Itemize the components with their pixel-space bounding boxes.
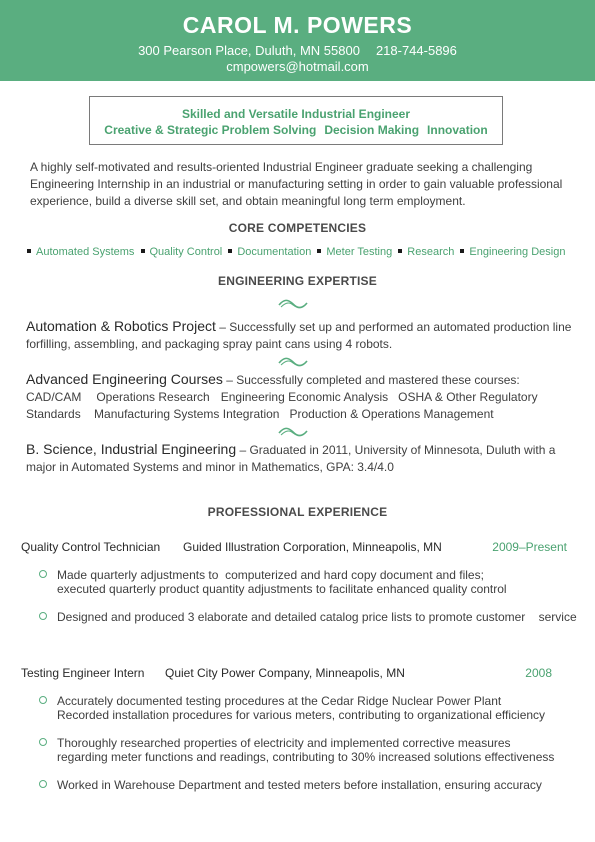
profile-headline: Skilled and Versatile Industrial Engineer xyxy=(181,107,411,121)
expertise-text: – Successfully completed and mastered these courses: xyxy=(222,373,520,387)
course-item: CAD/CAM xyxy=(26,390,82,404)
square-bullet-icon xyxy=(27,249,31,253)
competency-item: Meter Testing xyxy=(326,246,393,258)
job-bullet: Thoroughly researched properties of electricity and implemented corrective measures regarding meter functions and readings, contributing to 30% increased solutions effectiveness xyxy=(57,736,555,764)
square-bullet-icon xyxy=(228,249,232,253)
course-item: Manufacturing Systems Integration xyxy=(94,407,280,421)
summary-paragraph: A highly self-motivated and results-oriented Industrial Engineer graduate seeking a challenging Engineering Internship in an industrial or manufacturing setting in order to gain valuable professional experience, build a diverse skill set, and obtain meaningful long term employment. xyxy=(30,160,563,208)
expertise-text: – Successfully set up and performed an automated production line forfilling, assembling, and packaging spray paint cans using 4 robots. xyxy=(26,320,572,351)
engineering-expertise-heading: ENGINEERING EXPERTISE xyxy=(218,274,377,288)
profile-strengths: Creative & Strategic Problem Solving Decision Making Innovation xyxy=(104,123,488,137)
swirl-divider-icon xyxy=(277,356,309,368)
competency-item: Quality Control xyxy=(149,246,223,258)
contact-line xyxy=(0,43,595,58)
job-dates: 2008 xyxy=(525,666,552,680)
competency-item: Automated Systems xyxy=(36,246,135,258)
expertise-block-courses xyxy=(26,371,576,423)
job-dates: 2009–Present xyxy=(492,540,567,554)
expertise-heading: Automation & Robotics Project xyxy=(26,318,216,334)
circle-bullet-icon xyxy=(39,780,47,788)
circle-bullet-icon xyxy=(39,612,47,620)
expertise-block-degree xyxy=(26,441,576,476)
candidate-name: CAROL M. POWERS xyxy=(182,12,413,38)
job-company: Quiet City Power Company, Minneapolis, MN xyxy=(165,666,405,680)
circle-bullet-icon xyxy=(39,696,47,704)
email[interactable]: cmpowers@hotmail.com xyxy=(226,59,369,74)
job-bullet: Designed and produced 3 elaborate and detailed catalog price lists to promote customer service xyxy=(57,610,577,624)
expertise-block-automation xyxy=(26,318,576,353)
course-item: Production & Operations Management xyxy=(289,407,494,421)
circle-bullet-icon xyxy=(39,570,47,578)
circle-bullet-icon xyxy=(39,738,47,746)
competency-item: Research xyxy=(407,246,455,258)
competency-item: Engineering Design xyxy=(469,246,566,258)
core-competencies-list xyxy=(27,246,587,258)
address: 300 Pearson Place, Duluth, MN 55800 xyxy=(138,43,360,58)
job-bullet: Made quarterly adjustments to computerized and hard copy document and files; executed quarterly product quantity adjustments to facilitate enhanced quality control xyxy=(57,568,507,596)
job-title: Testing Engineer Intern xyxy=(21,666,145,680)
job-bullet: Accurately documented testing procedures at the Cedar Ridge Nuclear Power Plant Recorded installation procedures for various meters, contributing to organizational efficiency xyxy=(57,694,546,722)
course-item: Engineering Economic Analysis xyxy=(220,390,389,404)
square-bullet-icon xyxy=(398,249,402,253)
swirl-divider-icon xyxy=(277,298,309,310)
expertise-heading: Advanced Engineering Courses xyxy=(26,371,223,387)
course-item: OSHA & Other Regulatory Standards xyxy=(26,390,538,421)
profile-box xyxy=(89,96,503,145)
square-bullet-icon xyxy=(141,249,145,253)
square-bullet-icon xyxy=(460,249,464,253)
expertise-heading: B. Science, Industrial Engineering xyxy=(26,441,237,457)
course-item: Operations Research xyxy=(96,390,210,404)
expertise-text: – Graduated in 2011, University of Minnesota, Duluth with a major in Automated Systems and minor in Mathematics, GPA: 3.4/4.0 xyxy=(26,443,556,474)
phone: 218-744-5896 xyxy=(375,43,457,58)
competency-item: Documentation xyxy=(237,246,312,258)
header-banner xyxy=(0,0,595,81)
job-bullet: Worked in Warehouse Department and tested meters before installation, ensuring accuracy xyxy=(57,778,542,792)
job-title: Quality Control Technician xyxy=(21,540,161,554)
square-bullet-icon xyxy=(317,249,321,253)
job-company: Guided Illustration Corporation, Minneapolis, MN xyxy=(183,540,442,554)
swirl-divider-icon xyxy=(277,426,309,438)
professional-experience-heading: PROFESSIONAL EXPERIENCE xyxy=(207,505,388,519)
core-competencies-heading: CORE COMPETENCIES xyxy=(228,221,367,235)
